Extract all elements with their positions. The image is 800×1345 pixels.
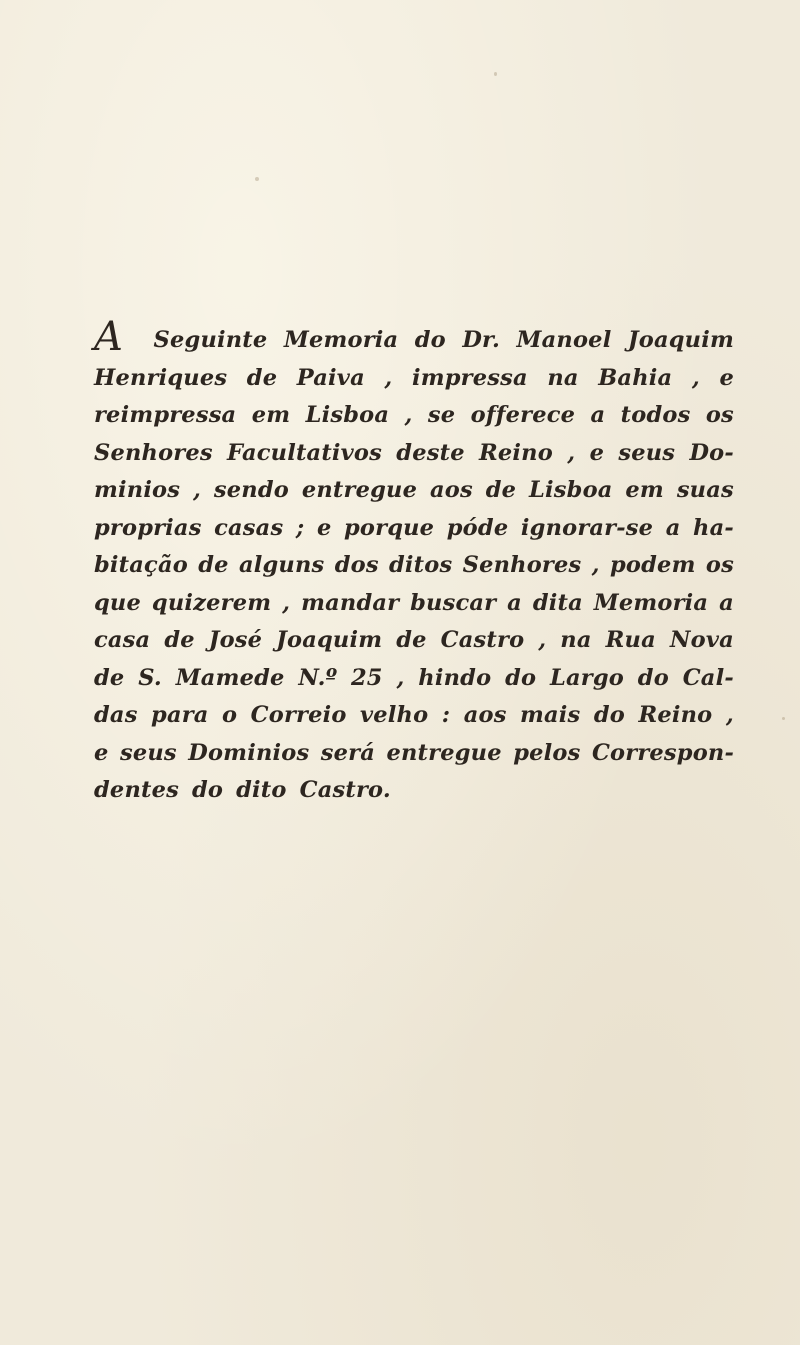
word: Facultativos — [227, 439, 383, 466]
word: Lisboa — [529, 477, 613, 503]
memoria-notice — [94, 314, 734, 810]
word: e — [719, 364, 734, 391]
word: , — [591, 552, 600, 578]
word: Paiva — [296, 364, 365, 391]
word: dentes — [94, 777, 179, 803]
word: Manoel — [516, 327, 612, 353]
word: casas — [214, 514, 284, 541]
word: de — [164, 627, 195, 653]
word: N.º — [298, 664, 338, 691]
word: mais — [520, 702, 581, 728]
word: alguns — [238, 552, 325, 578]
text-line — [94, 472, 734, 510]
word: póde — [446, 514, 509, 541]
text-line — [94, 697, 734, 735]
word: Nova — [669, 627, 734, 653]
text-line — [94, 510, 734, 548]
word: sendo — [213, 477, 289, 503]
word: casa — [94, 627, 151, 653]
word: velho — [360, 702, 429, 728]
word: do — [414, 327, 446, 353]
word: de — [94, 664, 125, 691]
word: em — [251, 402, 291, 428]
word: de — [246, 364, 278, 391]
word: dita — [532, 589, 583, 616]
word: reimpressa — [94, 402, 237, 428]
word: dito — [236, 777, 287, 803]
word: Reino — [479, 439, 553, 466]
word: Do- — [689, 439, 734, 466]
drop-cap-initial: A — [94, 314, 124, 360]
word: Seguinte — [153, 327, 268, 353]
word: a — [590, 402, 606, 428]
word: S. — [138, 664, 162, 691]
word: seus — [119, 739, 177, 766]
word: dos — [334, 552, 379, 578]
word: ignorar-se — [520, 514, 654, 541]
word: buscar — [410, 589, 497, 616]
word: do — [593, 702, 625, 728]
word: para — [151, 702, 209, 728]
word: do — [191, 777, 224, 803]
word: e — [94, 739, 109, 766]
word: aos — [429, 477, 473, 503]
word: aos — [463, 702, 507, 728]
word: na — [547, 364, 579, 391]
word: Joaquim — [627, 327, 734, 353]
word: bitação — [94, 552, 188, 578]
word: mandar — [301, 589, 400, 616]
text-line — [94, 660, 734, 698]
word: hindo — [418, 664, 492, 691]
word: , — [567, 439, 576, 466]
word: Mamede — [175, 664, 285, 691]
word: Senhores — [462, 552, 582, 578]
word: Dr. — [462, 327, 501, 353]
word: proprias — [94, 514, 202, 541]
word: entregue — [301, 477, 418, 503]
text-line — [94, 397, 734, 435]
word: a — [507, 589, 522, 616]
word: , — [725, 702, 734, 728]
word: Henriques — [94, 364, 228, 391]
word: , — [404, 402, 413, 428]
word: em — [625, 477, 664, 503]
word: , — [282, 589, 291, 616]
word: de — [198, 552, 229, 578]
word: a — [665, 514, 681, 541]
word: Cal- — [682, 664, 734, 691]
word: Bahia — [598, 364, 673, 391]
word: entregue — [386, 739, 502, 766]
word: do — [637, 664, 669, 691]
word: Memoria — [593, 589, 709, 616]
word: Correio — [250, 702, 347, 728]
word: : — [441, 702, 451, 728]
paper-speck — [782, 717, 785, 720]
word: , — [691, 364, 700, 391]
word: offerece — [470, 402, 576, 428]
word: quizerem — [151, 589, 272, 616]
text-line — [94, 314, 734, 360]
word: pelos — [513, 739, 581, 766]
word: Joaquim — [276, 627, 383, 653]
word: Correspon- — [591, 739, 734, 766]
word: podem — [609, 552, 696, 578]
word: de — [396, 627, 427, 653]
text-line — [94, 360, 734, 398]
word: suas — [676, 477, 734, 503]
word: Castro. — [299, 777, 391, 803]
word: Castro — [440, 627, 525, 653]
word: , — [396, 664, 405, 691]
word: os — [705, 402, 734, 428]
text-line — [94, 735, 734, 773]
word: se — [427, 402, 456, 428]
word: , — [538, 627, 547, 653]
word: Senhores — [94, 439, 213, 466]
word: na — [560, 627, 592, 653]
word: das — [94, 702, 138, 728]
word: José — [208, 627, 263, 653]
text-line — [94, 772, 734, 810]
word: a — [719, 589, 734, 616]
word: minios — [94, 477, 181, 503]
word: todos — [620, 402, 691, 428]
word: Rua — [605, 627, 656, 653]
word: porque — [344, 514, 435, 541]
word: , — [384, 364, 393, 391]
text-line — [94, 435, 734, 473]
word: será — [320, 739, 376, 766]
word: e — [316, 514, 332, 541]
word: e — [589, 439, 605, 466]
word: do — [505, 664, 537, 691]
paper-speck — [255, 177, 259, 181]
text-line — [94, 622, 734, 660]
word: Reino — [638, 702, 713, 728]
word: Memoria — [283, 327, 399, 353]
word: ; — [295, 514, 305, 541]
word: 25 — [350, 664, 383, 691]
word: que — [94, 589, 142, 616]
word: seus — [618, 439, 676, 466]
word: Largo — [549, 664, 624, 691]
word: impressa — [412, 364, 528, 391]
word: Dominios — [188, 739, 310, 766]
word: Lisboa — [305, 402, 390, 428]
text-line — [94, 547, 734, 585]
word: o — [222, 702, 238, 728]
text-line — [94, 585, 734, 623]
word: , — [193, 477, 202, 503]
word: deste — [396, 439, 465, 466]
word: ditos — [389, 552, 453, 578]
word: os — [705, 552, 734, 578]
paper-speck — [494, 72, 497, 76]
word: ha- — [693, 514, 734, 541]
word: de — [485, 477, 517, 503]
